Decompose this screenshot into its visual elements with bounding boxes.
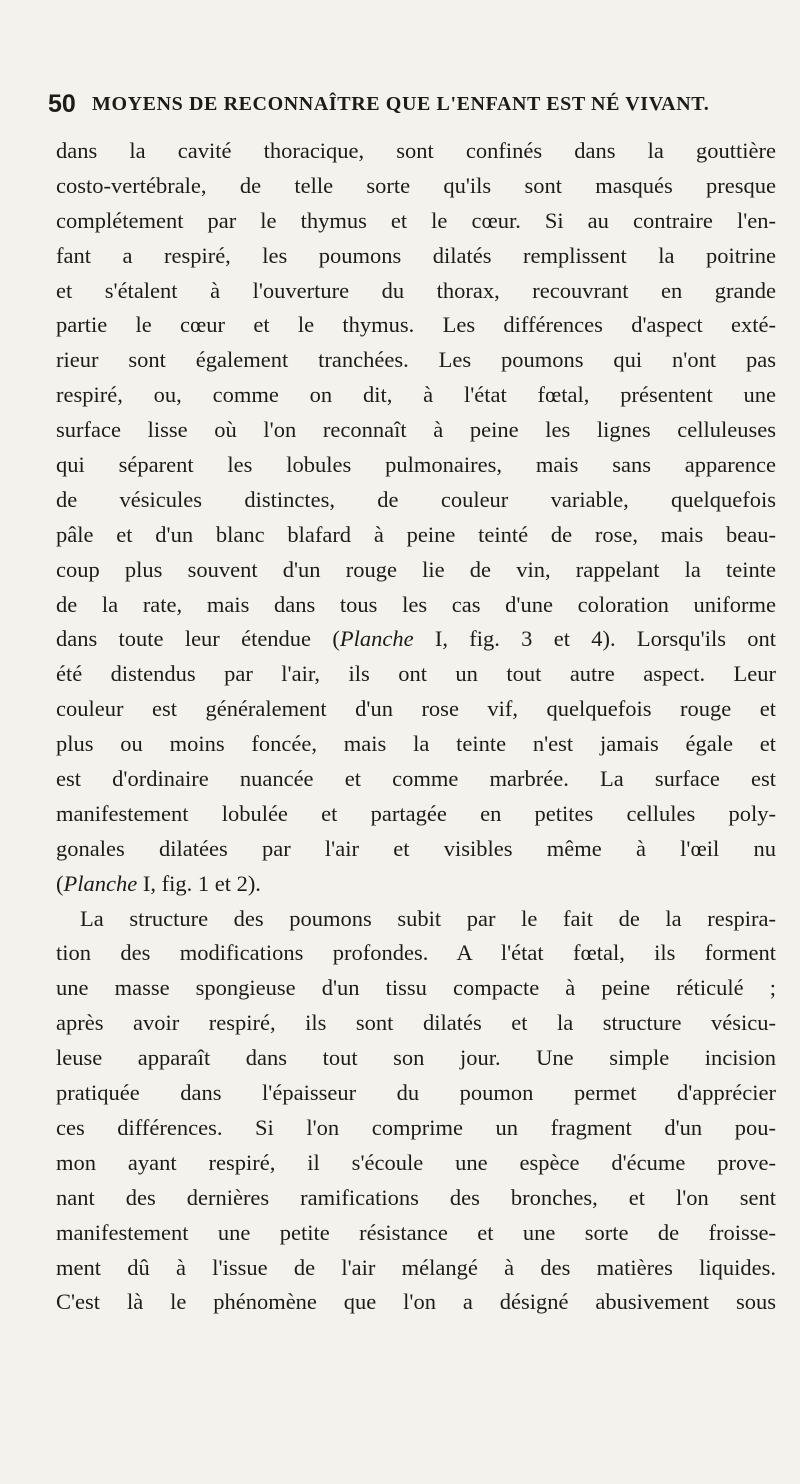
text-line: complétement par le thymus et le cœur. Si au contraire l'en- [56,207,776,233]
text-line: C'est là le phénomène que l'on a désigné abusivement sous [56,1289,776,1315]
text-line: pratiquée dans l'épaisseur du poumon permet d'apprécier [56,1080,776,1106]
text-line: tion des modifications profondes. A l'état fœtal, ils forment [56,940,776,966]
text-line: dans la cavité thoracique, sont confinés dans la gouttière [56,138,776,163]
page-header [48,90,768,124]
text-run: I, fig. 1 et 2). [137,870,261,896]
text-run: I, fig. 3 et 4). Lorsqu'ils ont [413,626,776,652]
text-line: plus ou moins foncée, mais la teinte n'est jamais égale et [56,731,776,757]
text-line [56,867,776,902]
text-line: pâle et d'un blanc blafard à peine teinté de rose, mais beau- [56,521,776,547]
text-line: ment dû à l'issue de l'air mélangé à des matières liquides. [56,1254,776,1280]
text-line: gonales dilatées par l'air et visibles même à l'œil nu [56,835,776,861]
text-line: et s'étalent à l'ouverture du thorax, recouvrant en grande [56,277,776,303]
text-run: ( [56,870,64,896]
text-line: rieur sont également tranchées. Les poumons qui n'ont pas [56,347,776,373]
body-text [56,134,776,1320]
text-run: dans toute leur étendue ( [56,626,340,652]
text-line: surface lisse où l'on reconnaît à peine les lignes celluleuses [56,417,776,443]
text-line: leuse apparaît dans tout son jour. Une simple incision [56,1045,776,1071]
text-line: de vésicules distinctes, de couleur variable, quelquefois [56,486,776,512]
text-line: est d'ordinaire nuancée et comme marbrée. La surface est [56,766,776,792]
text-line: après avoir respiré, ils sont dilatés et la structure vésicu- [56,1010,776,1036]
text-line: qui séparent les lobules pulmonaires, mais sans apparence [56,452,776,478]
text-line: fant a respiré, les poumons dilatés remplissent la poitrine [56,242,776,268]
text-line: respiré, ou, comme on dit, à l'état fœtal, présentent une [56,382,776,408]
text-line: La structure des poumons subit par le fait de la respira- [80,905,776,931]
running-head: MOYENS DE RECONNAÎTRE QUE L'ENFANT EST NÉ VIVANT. [92,93,710,115]
text-line: manifestement lobulée et partagée en petites cellules poly- [56,800,776,826]
page-number: 50 [48,90,76,118]
text-line: manifestement une petite résistance et une sorte de froisse- [56,1219,776,1245]
text-line: coup plus souvent d'un rouge lie de vin, rappelant la teinte [56,556,776,582]
text-line: couleur est généralement d'un rose vif, quelquefois rouge et [56,696,776,722]
plate-reference: Planche [339,626,414,652]
text-line: de la rate, mais dans tous les cas d'une coloration uniforme [56,591,776,617]
text-line: costo-vertébrale, de telle sorte qu'ils sont masqués presque [56,172,776,198]
text-line: été distendus par l'air, ils ont un tout autre aspect. Leur [56,661,776,687]
text-line: nant des dernières ramifications des bronches, et l'on sent [56,1184,776,1210]
text-line: ces différences. Si l'on comprime un fragment d'un pou- [56,1114,776,1140]
text-line: mon ayant respiré, il s'écoule une espèce d'écume prove- [56,1149,776,1175]
text-line [56,622,776,657]
plate-reference: Planche [63,870,138,896]
text-line: une masse spongieuse d'un tissu compacte à peine réticulé ; [56,975,776,1001]
text-line: partie le cœur et le thymus. Les différences d'aspect exté- [56,312,776,338]
